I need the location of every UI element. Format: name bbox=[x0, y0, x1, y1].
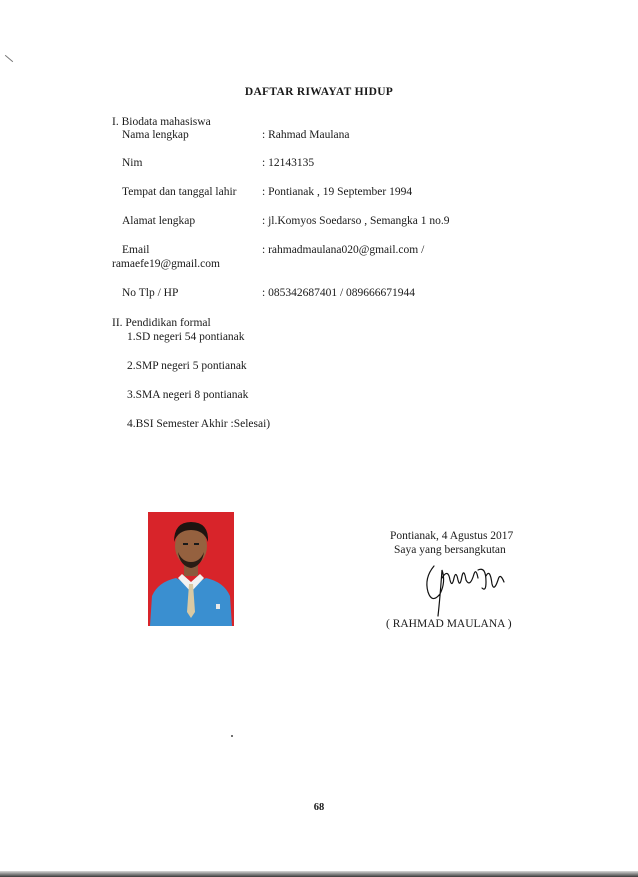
value-email: : rahmadmaulana020@gmail.com / bbox=[262, 244, 425, 256]
label-phone: No Tlp / HP bbox=[122, 287, 179, 299]
scan-mark bbox=[5, 55, 13, 62]
value-address: : jl.Komyos Soedarso , Semangka 1 no.9 bbox=[262, 215, 450, 227]
value-nim: : 12143135 bbox=[262, 157, 315, 169]
education-heading: II. Pendidikan formal bbox=[112, 317, 211, 329]
education-item: 4.BSI Semester Akhir :Selesai) bbox=[127, 418, 271, 430]
page-number: 68 bbox=[313, 802, 325, 813]
scan-edge bbox=[0, 871, 638, 877]
value-phone: : 085342687401 / 089666671944 bbox=[262, 287, 416, 299]
document-title: DAFTAR RIWAYAT HIDUP bbox=[244, 86, 394, 98]
label-name: Nama lengkap bbox=[122, 129, 189, 141]
value-email-continuation: ramaefe19@gmail.com bbox=[112, 258, 220, 270]
label-email: Email bbox=[122, 244, 150, 256]
education-item: 2.SMP negeri 5 pontianak bbox=[127, 360, 247, 372]
value-birth: : Pontianak , 19 September 1994 bbox=[262, 186, 413, 198]
handwritten-signature bbox=[420, 558, 510, 618]
value-name: : Rahmad Maulana bbox=[262, 129, 350, 141]
label-nim: Nim bbox=[122, 157, 143, 169]
signer-name: ( RAHMAD MAULANA ) bbox=[386, 618, 512, 630]
education-item: 3.SMA negeri 8 pontianak bbox=[127, 389, 249, 401]
biodata-heading: I. Biodata mahasiswa bbox=[112, 116, 211, 128]
signer-role: Saya yang bersangkutan bbox=[394, 544, 506, 556]
portrait-illustration bbox=[148, 512, 234, 626]
profile-photo bbox=[148, 512, 234, 626]
label-birth: Tempat dan tanggal lahir bbox=[122, 186, 237, 198]
place-date: Pontianak, 4 Agustus 2017 bbox=[390, 530, 514, 542]
education-item: 1.SD negeri 54 pontianak bbox=[127, 331, 245, 343]
speck bbox=[231, 735, 233, 737]
label-address: Alamat lengkap bbox=[122, 215, 196, 227]
